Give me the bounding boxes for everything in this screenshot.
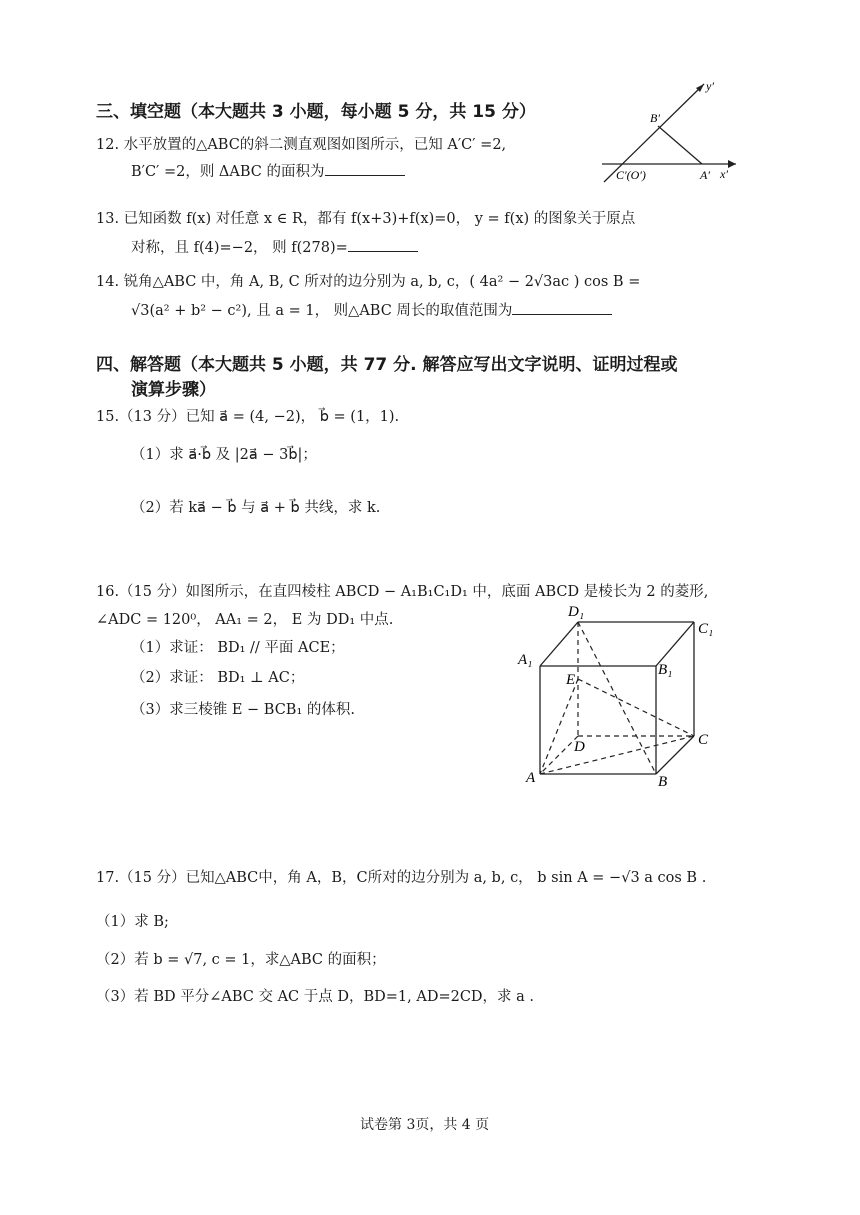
q16-part1: （1）求证： BD₁ // 平面 ACE；: [131, 640, 345, 656]
label-c1: C₁: [698, 621, 714, 637]
y-axis-label: y′: [706, 79, 714, 93]
q13-line2: [131, 236, 418, 257]
section-heading-answer-2: 演算步骤）: [131, 380, 216, 400]
q12-line1: 12. 水平放置的△ABC的斜二测直观图如图所示，已知 A′C′ =2,: [96, 137, 507, 153]
label-d1: D₁: [568, 604, 585, 620]
q17-part1: （1）求 B;: [96, 914, 169, 930]
label-c: C: [698, 732, 709, 748]
q12-line2-text: B′C′ =2，则 ΔABC 的面积为: [131, 164, 325, 180]
prism-figure: [512, 596, 722, 792]
q13-line2-text: 对称，且 f(4)=−2， 则 f(278)=: [131, 240, 348, 256]
x-axis-arrow-icon: [728, 160, 736, 168]
q17-part2: （2）若 b = √7, c = 1，求△ABC 的面积；: [96, 952, 386, 968]
q16-line2: ∠ADC = 120⁰， AA₁ = 2， E 为 DD₁ 中点.: [96, 612, 394, 628]
point-b-label: B′: [650, 111, 660, 125]
q15-line1: 15.（13 分）已知 a⃗ = (4, −2)， b⃗ = (1，1).: [96, 409, 400, 425]
x-axis-label: x′: [720, 167, 728, 181]
q15-part2: （2）若 ka⃗ − b⃗ 与 a⃗ + b⃗ 共线，求 k.: [131, 500, 381, 516]
segment-b-a: [658, 126, 702, 164]
label-e: E: [566, 672, 576, 688]
label-d: D: [574, 739, 585, 755]
page-footer: 试卷第 3页，共 4 页: [360, 1117, 490, 1133]
section-heading-answer-1: 四、解答题（本大题共 5 小题，共 77 分. 解答应写出文字说明、证明过程或: [96, 355, 678, 375]
q16-part2: （2）求证： BD₁ ⊥ AC；: [131, 670, 305, 686]
point-c-label: C′(O′): [616, 168, 646, 182]
q14-line2-text: √3(a² + b² − c²), 且 a = 1， 则△ABC 周长的取值范围为: [131, 303, 513, 319]
q13-answer-blank: [348, 237, 418, 252]
q13-line1: 13. 已知函数 f(x) 对任意 x ∈ R，都有 f(x+3)+f(x)=0， y = f(x) 的图象关于原点: [96, 211, 636, 227]
q14-line1: 14. 锐角△ABC 中，角 A, B, C 所对的边分别为 a, b, c，( 4a² − 2√3ac ) cos B =: [96, 274, 641, 290]
q16-part3: （3）求三棱锥 E − BCB₁ 的体积.: [131, 702, 355, 718]
label-b1: B₁: [658, 662, 673, 678]
point-a-label: A′: [700, 168, 710, 182]
q14-answer-blank: [512, 300, 612, 315]
q17-part3: （3）若 BD 平分∠ABC 交 AC 于点 D，BD=1, AD=2CD，求 a .: [96, 989, 535, 1005]
section-heading-fill-blank: 三、填空题（本大题共 3 小题，每小题 5 分，共 15 分）: [96, 102, 536, 122]
q12-answer-blank: [325, 161, 405, 176]
label-b: B: [658, 774, 668, 790]
q17-line1: 17.（15 分）已知△ABC中，角 A，B，C所对的边分别为 a, b, c， b sin A = −√3 a cos B .: [96, 870, 707, 886]
q16-line1: 16.（15 分）如图所示，在直四棱柱 ABCD − A₁B₁C₁D₁ 中，底面 ABCD 是棱长为 2 的菱形,: [96, 584, 709, 600]
q12-line2: [131, 160, 405, 181]
oblique-projection-figure: [596, 78, 746, 186]
q15-part1: （1）求 a⃗·b⃗ 及 |2a⃗ − 3b⃗|；: [131, 447, 317, 463]
label-a1: A₁: [518, 652, 533, 668]
label-a: A: [526, 770, 536, 786]
q14-line2: [131, 299, 612, 320]
